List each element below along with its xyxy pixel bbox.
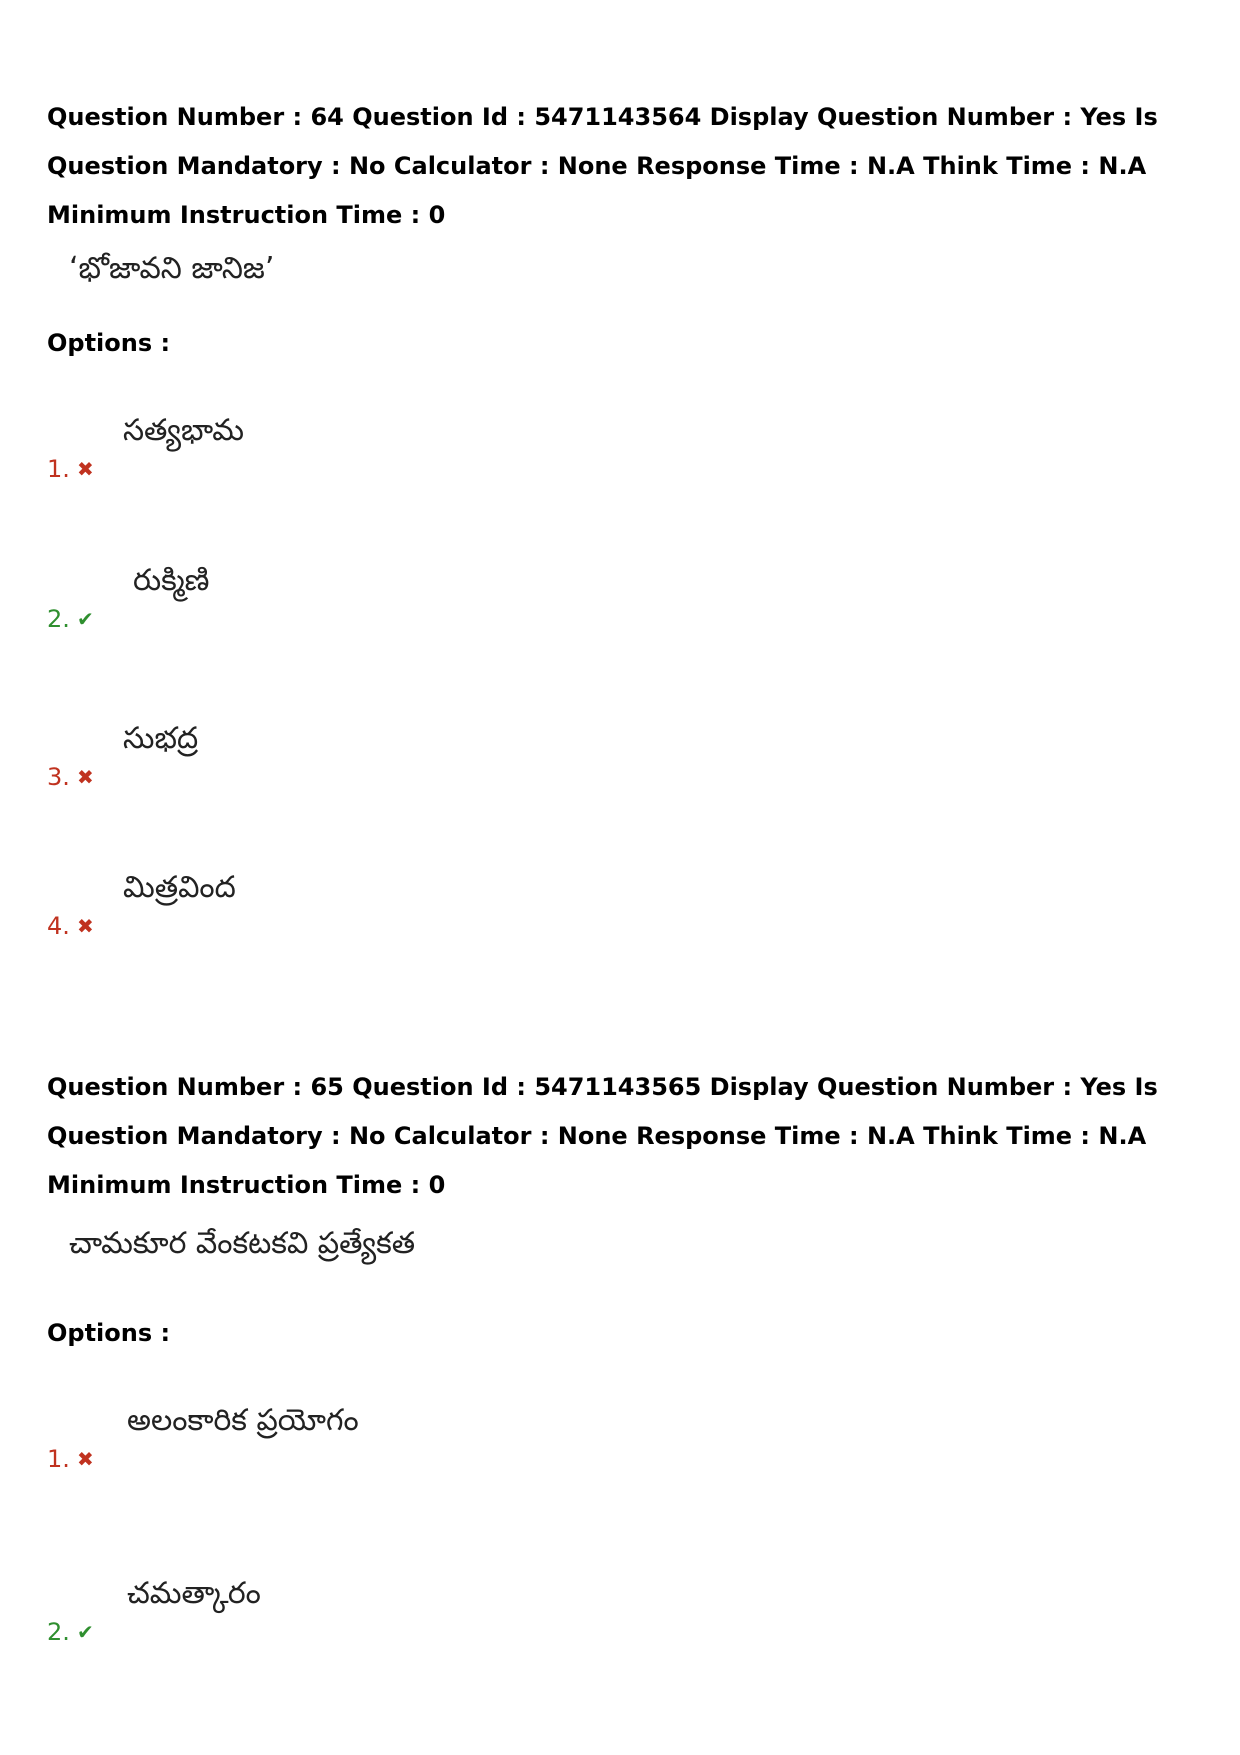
option-item-1[interactable] bbox=[47, 1403, 847, 1473]
option-text: మిత్రవింద bbox=[123, 870, 236, 905]
option-item-2[interactable] bbox=[47, 1576, 847, 1646]
option-item-2[interactable] bbox=[47, 563, 847, 633]
option-number: 1. bbox=[47, 1445, 70, 1473]
option-text: సత్యభామ bbox=[123, 413, 244, 448]
option-item-1[interactable] bbox=[47, 413, 847, 483]
option-text: చమత్కారం bbox=[127, 1576, 261, 1611]
wrong-mark-icon: ✖ bbox=[77, 1447, 94, 1471]
question-block-64 bbox=[47, 93, 1207, 940]
option-text: సుభద్ర bbox=[123, 721, 199, 756]
correct-mark-icon: ✔ bbox=[77, 1620, 94, 1644]
wrong-mark-icon: ✖ bbox=[77, 914, 94, 938]
question-text: చామకూర వేంకటకవి ప్రత్యేకత bbox=[69, 1226, 416, 1261]
option-number: 2. bbox=[47, 605, 70, 633]
option-number: 4. bbox=[47, 912, 70, 940]
correct-mark-icon: ✔ bbox=[77, 607, 94, 631]
question-meta: Question Number : 64 Question Id : 5471143564 Display Question Number : Yes Is Question Mandatory : No Calculator : None Response Time : N.A Think Time : N.A Minimum Instruction Time : 0 bbox=[47, 103, 1158, 229]
wrong-mark-icon: ✖ bbox=[77, 457, 94, 481]
options-label: Options : bbox=[47, 329, 171, 357]
question-text: ‘భోజావని జానిజ’ bbox=[69, 251, 275, 286]
question-meta: Question Number : 65 Question Id : 5471143565 Display Question Number : Yes Is Question Mandatory : No Calculator : None Response Time : N.A Think Time : N.A Minimum Instruction Time : 0 bbox=[47, 1073, 1158, 1199]
option-number: 3. bbox=[47, 763, 70, 791]
option-item-3[interactable] bbox=[47, 721, 847, 791]
option-item-4[interactable] bbox=[47, 870, 847, 940]
wrong-mark-icon: ✖ bbox=[77, 765, 94, 789]
option-number: 2. bbox=[47, 1618, 70, 1646]
option-text: రుక్మిణి bbox=[133, 563, 210, 598]
question-block-65 bbox=[47, 1063, 1207, 1646]
option-text: అలంకారిక ప్రయోగం bbox=[127, 1403, 359, 1438]
option-number: 1. bbox=[47, 455, 70, 483]
options-label: Options : bbox=[47, 1319, 171, 1347]
